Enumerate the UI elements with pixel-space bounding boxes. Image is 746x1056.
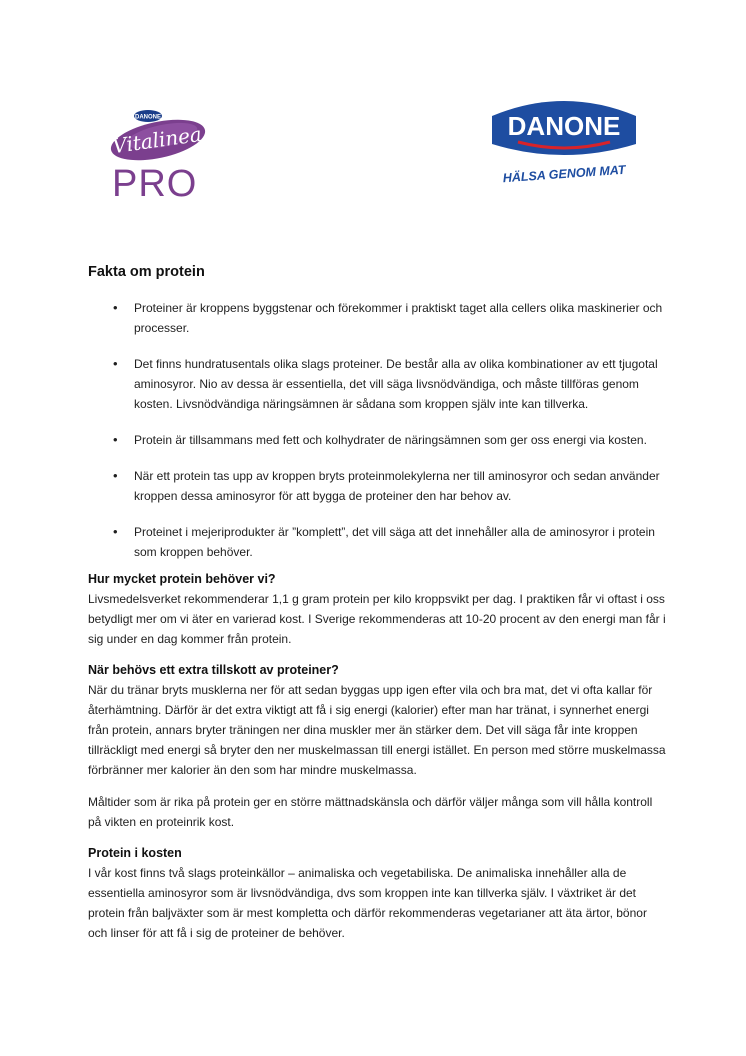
section-protein-need: [88, 570, 668, 649]
vitalinea-brand-top: DANONE: [134, 114, 162, 121]
fact-item: • Protein är tillsammans med fett och kolhydrater de näringsämnen som ger oss energi via kosten.: [134, 430, 668, 450]
section-extra-protein: [88, 661, 668, 832]
danone-logo: [488, 92, 640, 188]
section-paragraph: Livsmedelsverket rekommenderar 1,1 g gram protein per kilo kroppsvikt per dag. I praktiken får vi oftast i oss betydligt mer om vi äter en varierad kost. I Sverige rekommenderas att 10-20 procent av den energi man får i sig under en dag kommer från protein.: [88, 592, 666, 646]
vitalinea-wordmark: Vitalinea: [110, 121, 204, 159]
section-heading: När behövs ett extra tillskott av proteiner?: [88, 663, 339, 677]
vitalinea-pro-logo: [108, 106, 236, 202]
fact-item: • Proteinet i mejeriprodukter är ”komplett”, det vill säga att det innehåller alla de aminosyror i protein som kroppen behöver.: [134, 522, 668, 562]
section-paragraph: Måltider som är rika på protein ger en större mättnadskänsla och därför väljer många som vill hålla kontroll på vikten en proteinrik kost.: [88, 795, 653, 829]
page-title: Fakta om protein: [88, 264, 205, 280]
section-heading: Hur mycket protein behöver vi?: [88, 572, 276, 586]
fact-item: • Proteiner är kroppens byggstenar och förekommer i praktiskt taget alla cellers olika maskinerier och processer.: [134, 298, 668, 338]
main-content: [88, 262, 668, 955]
vitalinea-pro-text: PRO: [112, 163, 198, 202]
danone-wordmark: DANONE: [507, 111, 621, 141]
fact-item: • När ett protein tas upp av kroppen bryts proteinmolekylerna ner till aminosyror och sedan använder kroppen dessa aminosyror för att bygga de proteiner den har behov av.: [134, 466, 668, 506]
fact-item: • Det finns hundratusentals olika slags proteiner. De består alla av olika kombinationer av ett tjugotal aminosyror. Nio av dessa är essentiella, det vill säga livsnödvändiga, och måste tillföras genom kosten. Livsnödvändiga näringsämnen är sådana som kroppen själv inte kan tillverka.: [134, 354, 668, 414]
fact-list: [88, 298, 668, 562]
section-protein-diet: [88, 844, 668, 943]
section-heading: Protein i kosten: [88, 846, 182, 860]
section-paragraph: I vår kost finns två slags proteinkällor – animaliska och vegetabiliska. De animaliska innehåller alla de essentiella aminosyror som är livsnödvändiga, dvs som kroppen inte kan tillverka själv. I växtriket är det protein från baljväxter som är mest kompletta och därför rekommenderas vegetarianer att äta ärtor, bönor och linser för att få i sig de proteiner de behöver.: [88, 866, 647, 940]
section-paragraph: När du tränar bryts musklerna ner för att sedan byggas upp igen efter vila och bra mat, det vi ofta kallar för återhämtning. Därför är det extra viktigt att få i sig energi (kalorier) efter man har tränat, i synnerhet energi från protein, annars bryter träningen ner dina muskler mer än stärker dem. Det vill säga får inte kroppen tillräckligt med energi så bryter den ner muskelmassan till energi istället. En person med större muskelmassa förbränner mer kalorier än den som har mindre muskelmassa.: [88, 683, 666, 777]
danone-tagline: HÄLSA GENOM MAT: [502, 162, 626, 186]
